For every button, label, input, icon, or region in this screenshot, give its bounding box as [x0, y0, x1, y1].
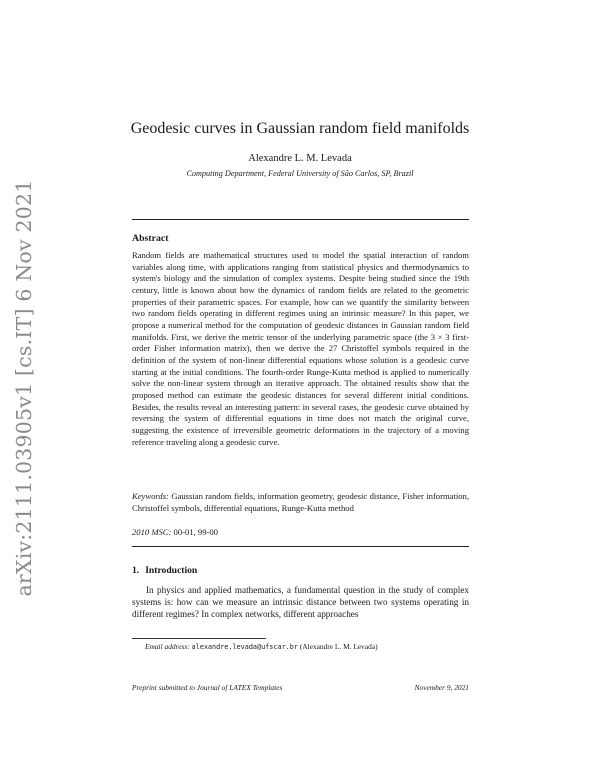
footnote-email: alexandre.levada@ufscar.br	[191, 643, 298, 651]
section-title: Introduction	[145, 565, 198, 576]
footnote	[145, 642, 378, 651]
msc-line	[132, 527, 469, 539]
footnote-rule	[132, 638, 266, 639]
section-number: 1.	[132, 565, 140, 576]
msc-codes: 00-01, 99-00	[173, 527, 218, 537]
arxiv-identifier-stamp	[6, 179, 42, 597]
keywords-label: Keywords:	[132, 491, 169, 501]
preprint-date: November 9, 2021	[414, 683, 469, 692]
msc-label: 2010 MSC:	[132, 527, 172, 537]
author-affiliation: Computing Department, Federal University of São Carlos, SP, Brazil	[186, 169, 414, 178]
paper-title: Geodesic curves in Gaussian random field manifolds	[130, 120, 470, 137]
preprint-note: Preprint submitted to Journal of LATEX Templates	[132, 683, 283, 692]
keywords-text: Gaussian random fields, information geometry, geodesic distance, Fisher information, Christoffel symbols, differential equations, Runge-Kutta method	[132, 491, 469, 513]
keywords-line	[132, 491, 469, 514]
introduction-text: In physics and applied mathematics, a fundamental question in the study of complex systems is: how can we measure an intrinsic distance between two systems operating in different regimes? In complex networks, different approaches	[132, 585, 469, 620]
abstract-top-rule	[132, 219, 469, 220]
abstract-heading: Abstract	[132, 233, 169, 244]
footnote-label: Email address:	[145, 642, 190, 651]
footnote-name: (Alexandre L. M. Levada)	[299, 642, 378, 651]
abstract-bottom-rule	[132, 546, 469, 547]
abstract-text: Random fields are mathematical structures used to model the spatial interaction of random variables along time, with applications ranging from statistical physics and thermodynamics to system's biology and the simulation of complex systems. Despite being studied since the 19th century, little is known about how the dynamics of random fields are related to the geometric properties of their parametric spaces. For example, how can we quantify the similarity between two random fields operating in different regimes using an intrinsic measure? In this paper, we propose a numerical method for the computation of geodesic distances in Gaussian random field manifolds. First, we derive the metric tensor of the underlying parametric space (the 3 × 3 first-order Fisher information matrix), then we derive the 27 Christoffel symbols required in the definition of the system of non-linear differential equations whose solution is a geodesic curve starting at the initial conditions. The fourth-order Runge-Kutta method is applied to numerically solve the non-linear system through an iterative approach. The obtained results show that the proposed method can estimate the geodesic distances for several different initial conditions. Besides, the results reveal an interesting pattern: in several cases, the geodesic curve obtained by reversing the system of differential equations in time does not match the original curve, suggesting the existence of irreversible geometric deformations in the trajectory of a moving reference traveling along a geodesic curve.	[132, 250, 469, 447]
arxiv-identifier-text: arXiv:2111.03905v1 [cs.IT] 6 Nov 2021	[12, 179, 36, 597]
section-heading	[132, 565, 197, 576]
author-name: Alexandre L. M. Levada	[248, 153, 352, 164]
